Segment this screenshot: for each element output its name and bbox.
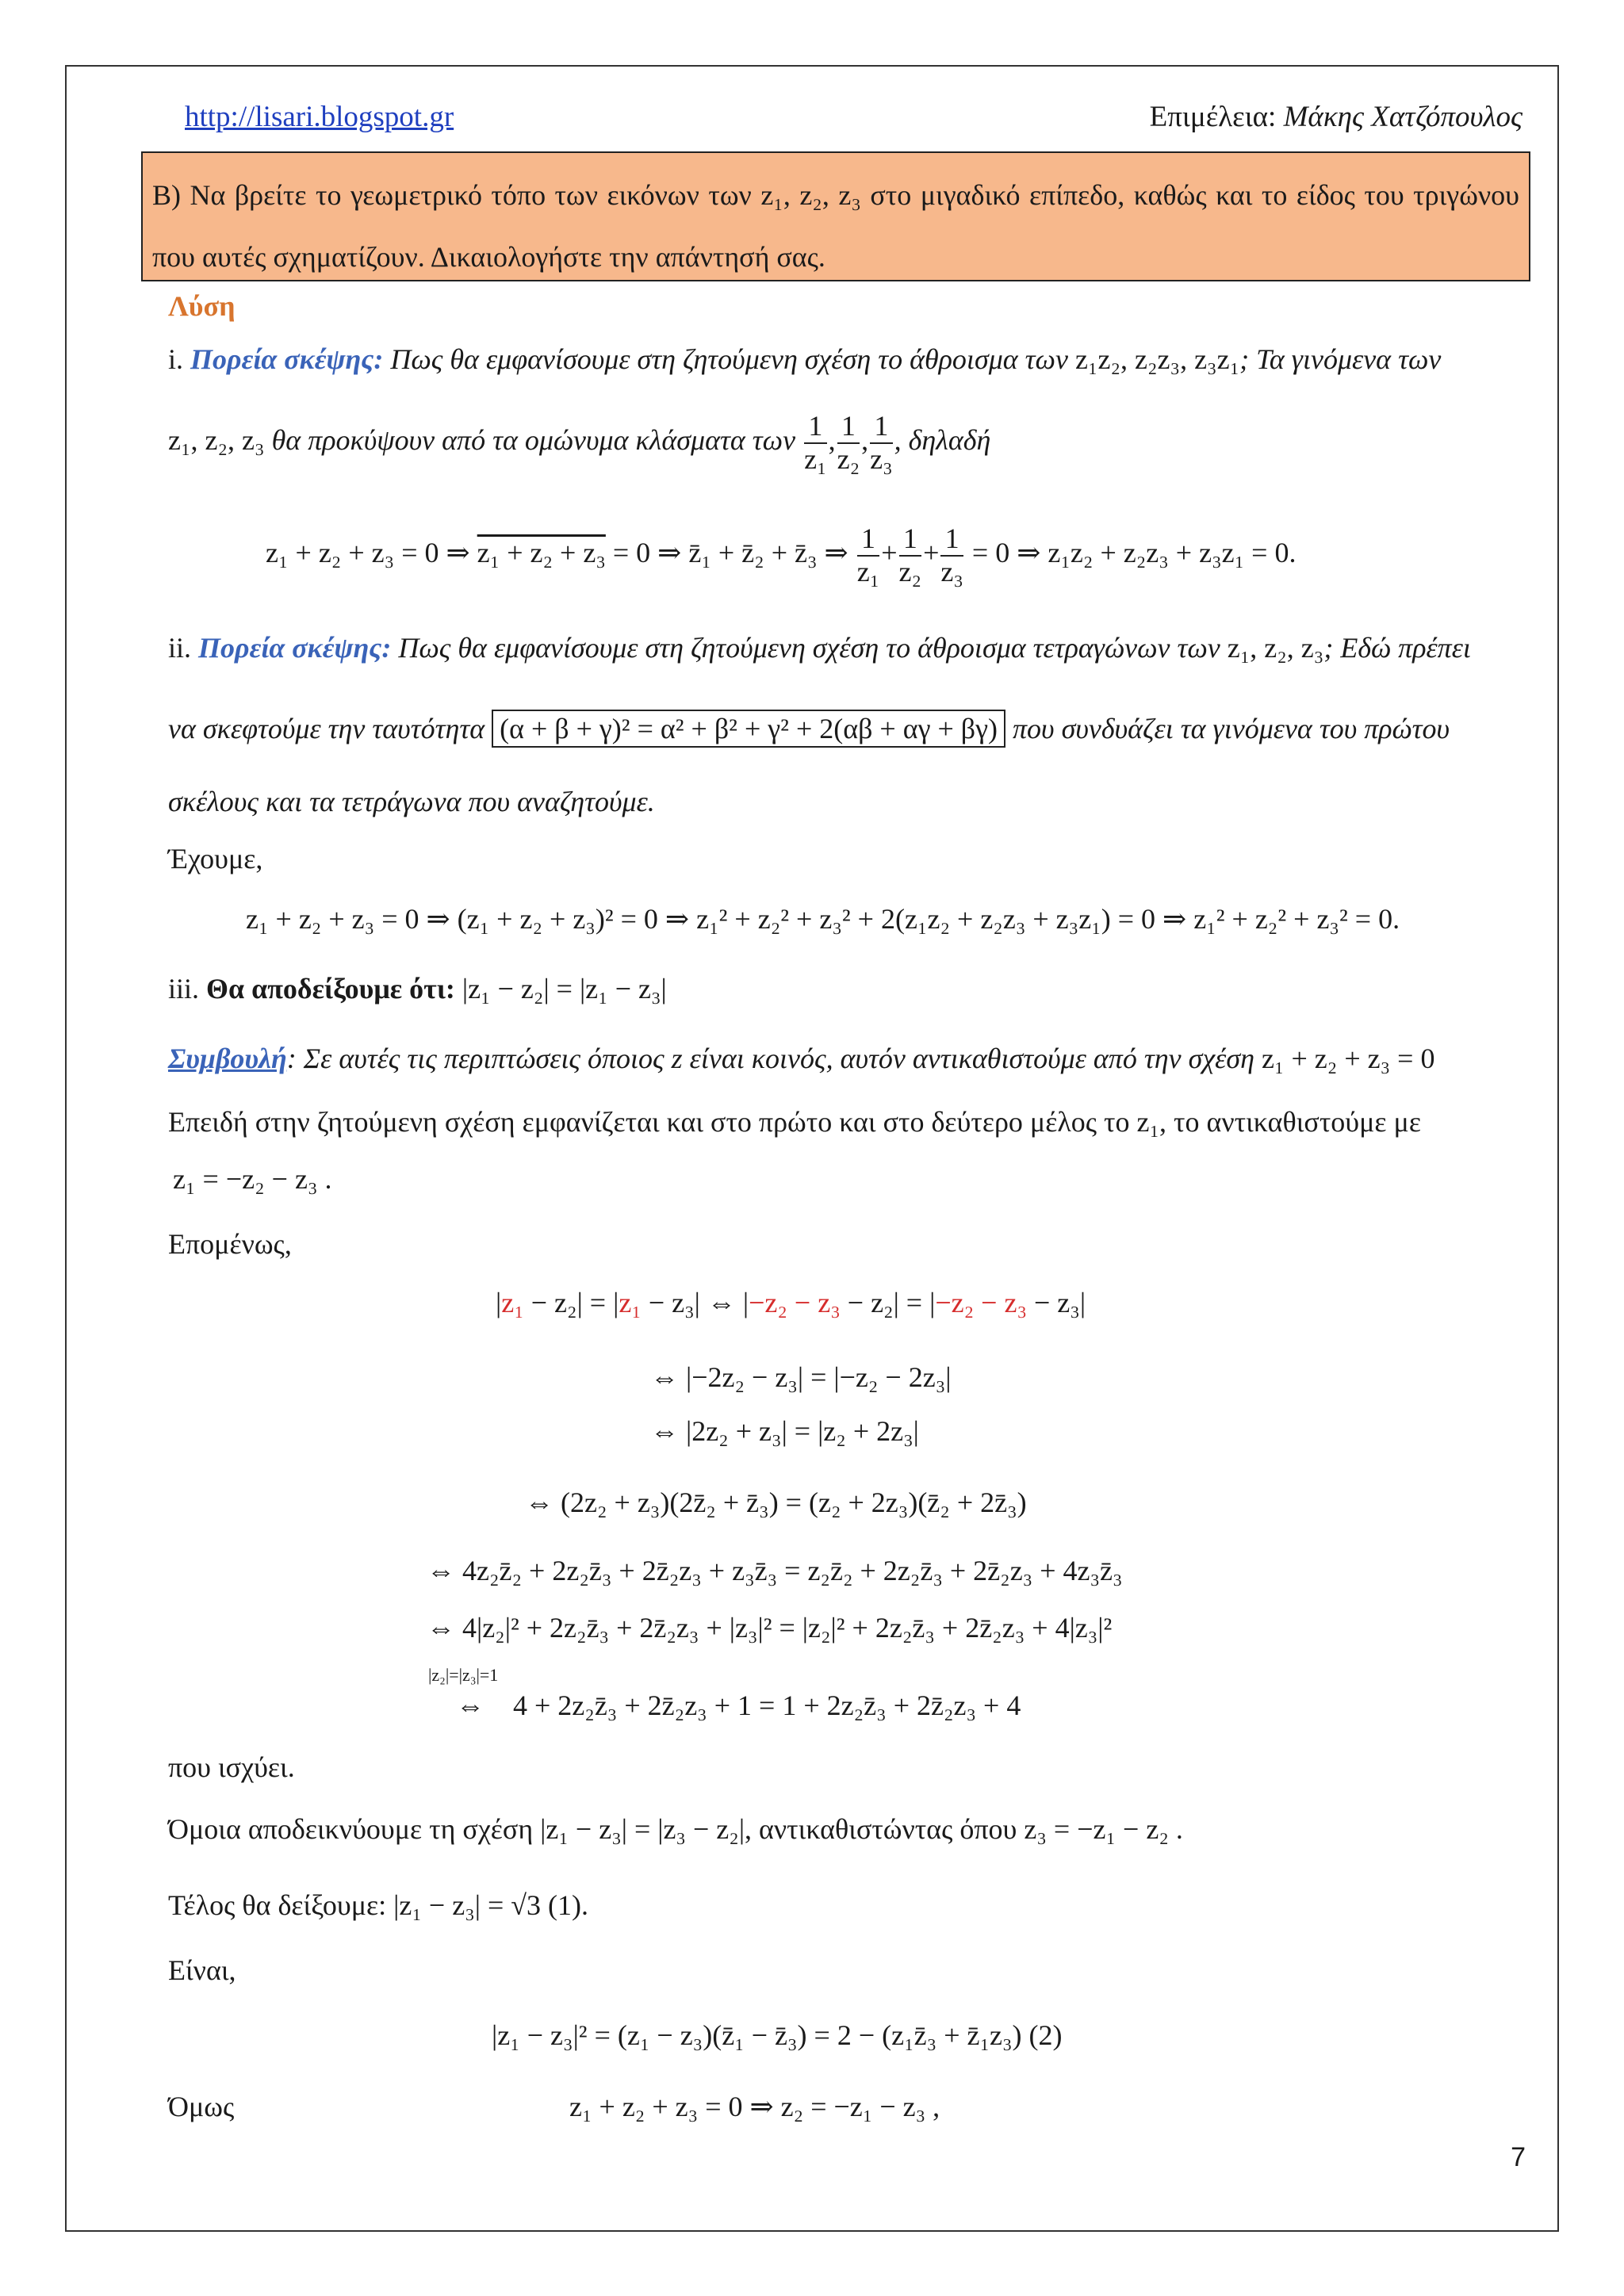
chain-text: − z₂| = | <box>840 1287 936 1318</box>
substitution-eq: z₁ = −z₂ − z₃ . <box>173 1163 332 1195</box>
frac-numerator: 1 <box>899 523 922 557</box>
eq-i-e: = 0 ⇒ z₁z₂ + z₂z₃ + z₃z₁ = 0. <box>964 536 1297 568</box>
task-text-2: στο μιγαδικό επίπεδο, καθώς και το είδος του τριγώνου που αυτές σχηματίζουν. Δικαιολογήστε την απάντησή σας. <box>152 179 1519 273</box>
chain-text: − z₂| = | <box>523 1287 619 1318</box>
is-line: Είναι, <box>168 1954 236 1986</box>
finally-eq: |z₁ − z₃| = √3 <box>393 1889 542 1921</box>
part-ii-line3: σκέλους και τα τετράγωνα που αναζητούμε. <box>168 786 655 817</box>
frac-numerator: 1 <box>870 411 893 444</box>
part-ii-line2 <box>168 712 1450 745</box>
chain-step-6: ⇔ 4|z₂|² + 2z₂z̄₃ + 2z̄₂z₃ + |z₃|² = |z₂|² + 2z₂z̄₃ + 2z̄₂z₃ + 4|z₃|² <box>427 1612 1113 1644</box>
task-vars: z₁, z₂, z₃ <box>760 179 861 211</box>
frac-numerator: 1 <box>804 411 827 444</box>
frac-eq-1 <box>857 523 880 587</box>
part-i-line2-end: , δηλαδή <box>894 423 991 456</box>
part-i-text2: ; Τα γινόμενα των <box>1239 343 1442 375</box>
tip-text: : Σε αυτές τις περιπτώσεις όποιος z είναι κοινός, αυτόν αντικαθιστούμε από την σχέση <box>286 1043 1262 1074</box>
chain-condition: |z₂|=|z₃|=1 <box>428 1665 499 1685</box>
part-i-line1 <box>168 342 1526 376</box>
part-ii-number: ii. <box>168 632 199 664</box>
highlight-z1: z₁ <box>619 1287 642 1318</box>
modulus-eq: |z₁ − z₃|² = (z₁ − z₃)(z̄₁ − z̄₃) = 2 − (z₁z̄₃ + z̄₁z₃) (2) <box>492 2019 1063 2051</box>
part-ii-line1 <box>168 631 1471 664</box>
similar-text-a: Όμοια αποδεικνύουμε τη σχέση <box>168 1813 541 1845</box>
part-ii-label: Πορεία σκέψης: <box>198 632 392 664</box>
chain-text: − z₃| <box>1027 1287 1086 1318</box>
but-label: Όμως <box>168 2091 235 2122</box>
finally-text: Τέλος θα δείξουμε: <box>168 1889 394 1921</box>
page-number: 7 <box>1511 2142 1526 2172</box>
chain-step-5: ⇔ 4z₂z̄₂ + 2z₂z̄₃ + 2z̄₂z₃ + z₃z̄₃ = z₂z̄₂ + 2z₂z̄₃ + 2z̄₂z₃ + 4z₃z̄₃ <box>427 1555 1123 1586</box>
blog-link[interactable]: http://lisari.blogspot.gr <box>185 101 454 133</box>
chain-step-4: ⇔ (2z₂ + z₃)(2z̄₂ + z̄₃) = (z₂ + 2z₃)(z̄₂ + 2z̄₃) <box>525 1487 1027 1518</box>
abs-bar: | <box>496 1287 502 1318</box>
editor-name: Μάκης Χατζόπουλος <box>1283 101 1522 133</box>
frac-1-over-z2 <box>837 411 860 475</box>
eq-i-d: z̄₁ + z̄₂ + z̄₃ ⇒ <box>688 536 856 568</box>
chain-step-7: ⇔ 4 + 2z₂z̄₃ + 2z̄₂z₃ + 1 = 1 + 2z₂z̄₃ + 2z̄₂z₃ + 4 <box>456 1689 1021 1721</box>
eq-i-c: = 0 ⇒ <box>605 536 689 568</box>
similar-line <box>168 1812 1183 1846</box>
solution-heading: Λύση <box>168 290 236 322</box>
frac-eq-3 <box>940 523 963 587</box>
frac-denominator: z₂ <box>898 555 922 587</box>
similar-eq: |z₁ − z₃| = |z₃ − z₂| <box>540 1813 745 1845</box>
since-line: Επειδή στην ζητούμενη σχέση εμφανίζεται και στο πρώτο και στο δεύτερο μέλος το z₁, το αντικαθιστούμε με <box>168 1106 1421 1138</box>
frac-numerator: 1 <box>837 411 860 444</box>
part-iii-goal: |z₁ − z₂| = |z₁ − z₃| <box>454 973 667 1004</box>
eq-i-a: z₁ + z₂ + z₃ = 0 ⇒ <box>266 536 477 568</box>
part-i-label: Πορεία σκέψης: <box>190 343 384 375</box>
part-ii-vars: z₁, z₂, z₃ <box>1227 632 1324 664</box>
task-box <box>141 151 1530 281</box>
frac-denominator: z₃ <box>870 442 893 475</box>
tip-line <box>168 1042 1434 1075</box>
frac-denominator: z₁ <box>856 555 880 587</box>
frac-denominator: z₁ <box>804 442 827 475</box>
frac-1-over-z3 <box>870 411 893 475</box>
part-ii-line2a: να σκεφτούμε την ταυτότητα <box>168 713 492 744</box>
chain-text: − z₃| ⇔ | <box>641 1287 749 1318</box>
frac-denominator: z₂ <box>837 442 860 475</box>
holds-line: που ισχύει. <box>168 1751 295 1783</box>
part-i-equation: z₁ + z₂ + z₃ = 0 ⇒ z₁ + z₂ + z₃ = 0 ⇒ z̄₁ + z̄₂ + z̄₃ ⇒ $\frac{1}{\text{z₁}}$ + $\frac{1}{\text{z₂}}$ + $\frac{1}{\text{z₃}}$ = 0 ⇒ z₁z₂ + z₂z₃ + z₃z₁ = 0. <box>266 522 1297 587</box>
finally-line <box>168 1888 588 1922</box>
frac-denominator: z₃ <box>940 555 963 587</box>
finally-ref: (1). <box>541 1889 588 1921</box>
part-ii-text1: Πως θα εμφανίσουμε στη ζητούμενη σχέση το άθροισμα τετραγώνων των <box>391 632 1228 664</box>
part-i-line2: z₁, z₂, z₃ θα προκύψουν από τα ομώνυμα κλάσματα των $\frac{1}{\text{z₁}}$ , $\frac{1}{\text{z₂}}$ , $\frac{1}{\text{z₃}}$ , δηλαδή <box>168 410 991 475</box>
part-iii-label: Θα αποδείξουμε ότι: <box>206 973 455 1004</box>
chain-step-2: ⇔ |−2z₂ − z₃| = |−z₂ − 2z₃| <box>650 1361 952 1393</box>
part-iii-number: iii. <box>168 973 207 1004</box>
part-ii-line2b: που συνδυάζει τα γινόμενα του πρώτου <box>1005 713 1450 744</box>
therefore-line: Επομένως, <box>168 1228 292 1260</box>
part-iii-line1 <box>168 972 667 1005</box>
identity-box: (α + β + γ)² = α² + β² + γ² + 2(αβ + αγ + βγ) <box>492 710 1005 748</box>
eq-i-conjugate: z₁ + z₂ + z₃ <box>477 536 606 568</box>
tip-label: Συμβουλή <box>168 1043 287 1074</box>
highlight-substitution: −z₂ − z₃ <box>749 1287 841 1318</box>
similar-eq2: z₃ = −z₁ − z₂ . <box>1024 1813 1183 1845</box>
highlight-z1: z₁ <box>501 1287 524 1318</box>
part-i-number: i. <box>168 343 191 375</box>
frac-1-over-z1 <box>804 411 827 475</box>
part-ii-have: Έχουμε, <box>168 843 263 874</box>
frac-eq-2 <box>899 523 922 587</box>
chain-step-1 <box>496 1286 1086 1319</box>
editor-prefix: Επιμέλεια: <box>1149 101 1284 133</box>
tip-equation: z₁ + z₂ + z₃ = 0 <box>1261 1043 1435 1074</box>
but-eq: z₁ + z₂ + z₃ = 0 ⇒ z₂ = −z₁ − z₃ , <box>569 2091 940 2122</box>
part-ii-equation: z₁ + z₂ + z₃ = 0 ⇒ (z₁ + z₂ + z₃)² = 0 ⇒ z₁² + z₂² + z₃² + 2(z₁z₂ + z₂z₃ + z₃z₁) = 0 ⇒ z₁² + z₂² + z₃² = 0. <box>246 903 1400 935</box>
chain-step-3: ⇔ |2z₂ + z₃| = |z₂ + 2z₃| <box>650 1415 919 1447</box>
part-i-line2-text: θα προκύψουν από τα ομώνυμα κλάσματα των <box>264 423 803 456</box>
part-i-text1: Πως θα εμφανίσουμε στη ζητούμενη σχέση το άθροισμα των <box>383 343 1075 375</box>
part-i-sum: z₁z₂, z₂z₃, z₃z₁ <box>1074 343 1240 375</box>
part-ii-text2: ; Εδώ πρέπει <box>1323 632 1471 664</box>
highlight-substitution: −z₂ − z₃ <box>935 1287 1027 1318</box>
frac-numerator: 1 <box>857 523 880 557</box>
part-i-vars: z₁, z₂, z₃ <box>168 423 265 456</box>
frac-numerator: 1 <box>940 523 963 557</box>
similar-text-b: , αντικαθιστώντας όπου <box>745 1813 1025 1845</box>
task-text-1: Β) Να βρείτε το γεωμετρικό τόπο των εικόνων των <box>152 179 761 211</box>
editor-credit <box>1150 100 1522 134</box>
